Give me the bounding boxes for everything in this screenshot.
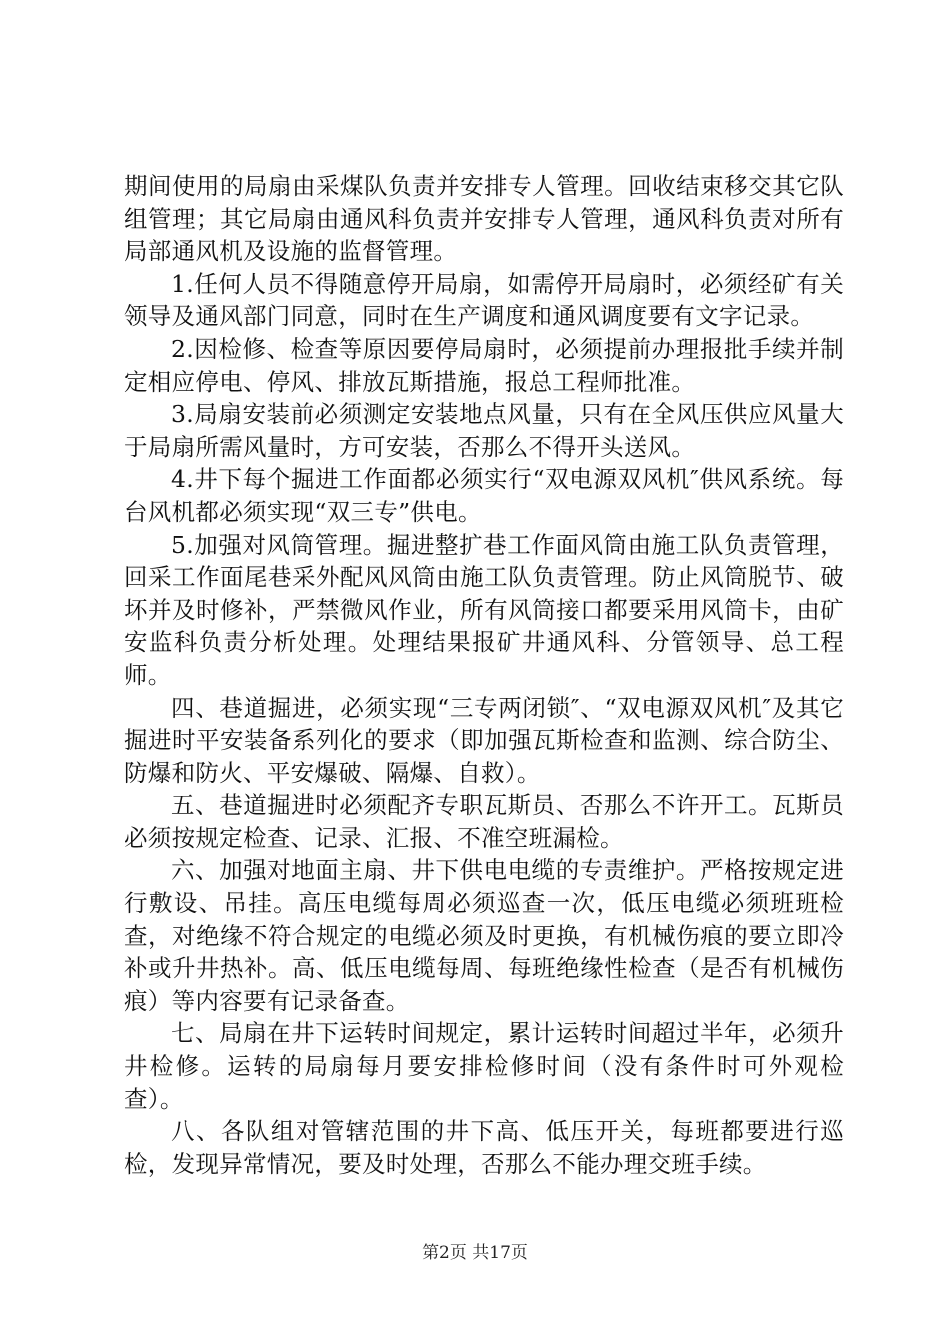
document-body bbox=[124, 170, 844, 1180]
paragraph-section-4: 四、巷道掘进，必须实现“三专两闭锁″、“双电源双风机″及其它掘进时平安装备系列化的要求（即加强瓦斯检查和监测、综合防尘、防爆和防火、平安爆破、隔爆、自救）。 bbox=[124, 693, 844, 787]
paragraph-section-8: 八、各队组对管辖范围的井下高、低压开关，每班都要进行巡检，发现异常情况，要及时处理，否那么不能办理交班手续。 bbox=[124, 1117, 844, 1178]
paragraph-section-6: 六、加强对地面主扇、井下供电电缆的专责维护。严格按规定进行敷设、吊挂。高压电缆每周必须巡查一次，低压电缆必须班班检查，对绝缘不符合规定的电缆必须及时更换，有机械伤痕的要立即冷补或升井热补。高、低压电缆每周、每班绝缘性检查（是否有机械伤痕）等内容要有记录备查。 bbox=[124, 856, 844, 1015]
paragraph-item-4: 4.井下每个掘进工作面都必须实行“双电源双风机″供风系统。每台风机都必须实现“双三专”供电。 bbox=[124, 465, 844, 526]
paragraph-section-7: 七、局扇在井下运转时间规定，累计运转时间超过半年，必须升井检修。运转的局扇每月要安排检修时间（没有条件时可外观检查）。 bbox=[124, 1019, 844, 1113]
paragraph-item-5: 5.加强对风筒管理。掘进整扩巷工作面风筒由施工队负责管理，回采工作面尾巷采外配风风筒由施工队负责管理。防止风筒脱节、破坏并及时修补，严禁微风作业，所有风筒接口都要采用风筒卡，由矿安监科负责分析处理。处理结果报矿井通风科、分管领导、总工程师。 bbox=[124, 530, 844, 689]
paragraph-item-3: 3.局扇安装前必须测定安装地点风量，只有在全风压供应风量大于局扇所需风量时，方可安装，否那么不得开头送风。 bbox=[124, 400, 844, 461]
paragraph-item-1: 1.任何人员不得随意停开局扇，如需停开局扇时，必须经矿有关领导及通风部门同意，同时在生产调度和通风调度要有文字记录。 bbox=[124, 269, 844, 331]
paragraph-continuation: 期间使用的局扇由采煤队负责并安排专人管理。回收结束移交其它队组管理；其它局扇由通风科负责并安排专人管理，通风科负责对所有局部通风机及设施的监督管理。 bbox=[124, 172, 844, 266]
page-number-footer: 第2页 共17页 bbox=[422, 1243, 528, 1263]
paragraph-section-5: 五、巷道掘进时必须配齐专职瓦斯员、否那么不许开工。瓦斯员必须按规定检查、记录、汇报、不准空班漏检。 bbox=[124, 791, 844, 852]
paragraph-item-2: 2.因检修、检查等原因要停局扇时，必须提前办理报批手续并制定相应停电、停风、排放瓦斯措施，报总工程师批准。 bbox=[124, 334, 844, 396]
